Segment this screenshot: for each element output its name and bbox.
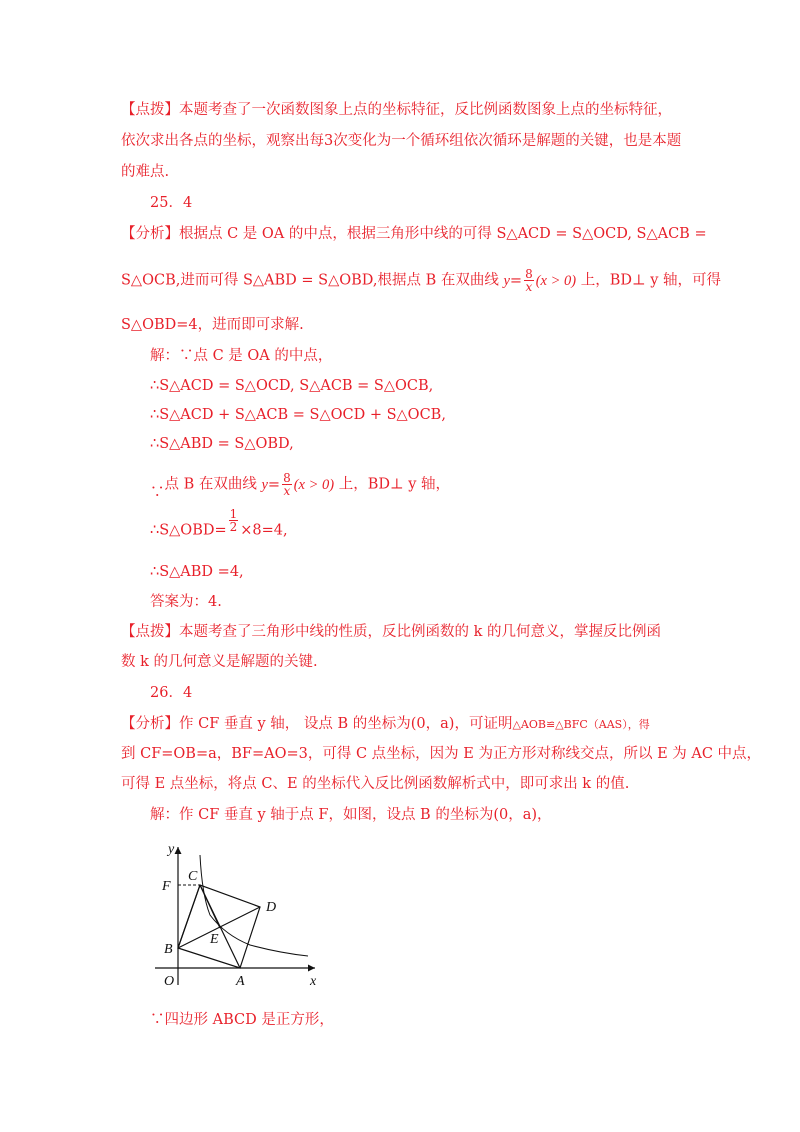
q25-solution-7: ∴S△ABD =4,: [150, 564, 244, 580]
label-f: F: [162, 879, 171, 894]
q25-solution-6: ∴S△OBD= $\frac{1}{2}$ ×8=4,: [150, 507, 288, 539]
q25-analysis-2b: 上，BD⊥ y 轴，可得: [580, 272, 722, 289]
q25-analysis-2: [121, 268, 721, 293]
q25-answer: 答案为：4.: [150, 594, 222, 610]
label-y: y: [168, 842, 175, 857]
label-d: D: [266, 900, 277, 915]
tip-line-3: 的难点.: [121, 164, 170, 180]
label-b: B: [164, 942, 173, 957]
label-o: O: [164, 974, 175, 989]
label-e: E: [210, 932, 219, 947]
tip-line-2: 依次求出各点的坐标，观察出每3次变化为一个循环组依次循环是解题的关键，也是本题: [121, 133, 682, 149]
q26-number: 26．4: [150, 685, 193, 701]
q25-solution-3: ∴S△ACD + S△ACB = S△OCD + S△OCB,: [150, 407, 446, 423]
q25-solution-2: ∴S△ACD = S△OCD, S△ACB = S△OCB,: [150, 378, 434, 394]
q26-analysis-3: 可得 E 点坐标，将点 C、E 的坐标代入反比例函数解析式中，即可求出 k 的值.: [121, 776, 630, 792]
hyperbola-formula-2: y= $\frac{8}{x}$ (x > 0): [261, 471, 335, 498]
because-symbol: ∵: [150, 484, 165, 501]
tip-line-1: 【点拨】本题考查了一次函数图象上点的坐标特征，反比例函数图象上点的坐标特征，: [121, 102, 672, 118]
q25-solution-5: ∵点 B 在双曲线 y= $\frac{8}{x}$ (x > 0) 上，BD⊥ y 轴，: [150, 471, 451, 501]
q26-analysis-1: 【分析】作 CF 垂直 y 轴， 设点 B 的坐标为(0，a)，可证明△AOB≌△BFC（AAS），得: [121, 716, 650, 732]
q25-analysis-2a: S△OCB,进而可得 S△ABD = S△OBD,根据点 B 在双曲线: [121, 272, 499, 289]
q25-solution-1: 解：∵点 C 是 OA 的中点，: [150, 348, 333, 364]
q26-analysis-2: 到 CF=OB=a，BF=AO=3，可得 C 点坐标，因为 E 为正方形对称线交点，所以 E 为 AC 中点，: [121, 746, 762, 762]
label-x: x: [310, 974, 317, 989]
q25-tip-2: 数 k 的几何意义是解题的关键.: [121, 654, 318, 670]
hyperbola-formula: y= $\frac{8}{x}$ (x > 0): [503, 267, 577, 294]
q25-number: 25．4: [150, 195, 193, 211]
q26-solution-1: 解：作 CF 垂直 y 轴于点 F，如图，设点 B 的坐标为(0，a)，: [150, 807, 552, 823]
q25-solution-4: ∴S△ABD = S△OBD,: [150, 436, 294, 452]
half-fraction: $\frac{1}{2}$: [229, 507, 238, 534]
q25-analysis-3: S△OBD=4，进而即可求解.: [121, 317, 304, 333]
q26-last-line: ∵四边形 ABCD 是正方形，: [150, 1012, 334, 1028]
geometry-figure: [150, 835, 330, 995]
q25-tip-1: 【点拨】本题考查了三角形中线的性质，反比例函数的 k 的几何意义，掌握反比例函: [121, 624, 662, 640]
label-c: C: [188, 869, 198, 884]
q25-analysis-1: 【分析】根据点 C 是 OA 的中点，根据三角形中线的可得 S△ACD = S△OCD, S△ACB =: [121, 226, 707, 242]
label-a: A: [236, 974, 245, 989]
